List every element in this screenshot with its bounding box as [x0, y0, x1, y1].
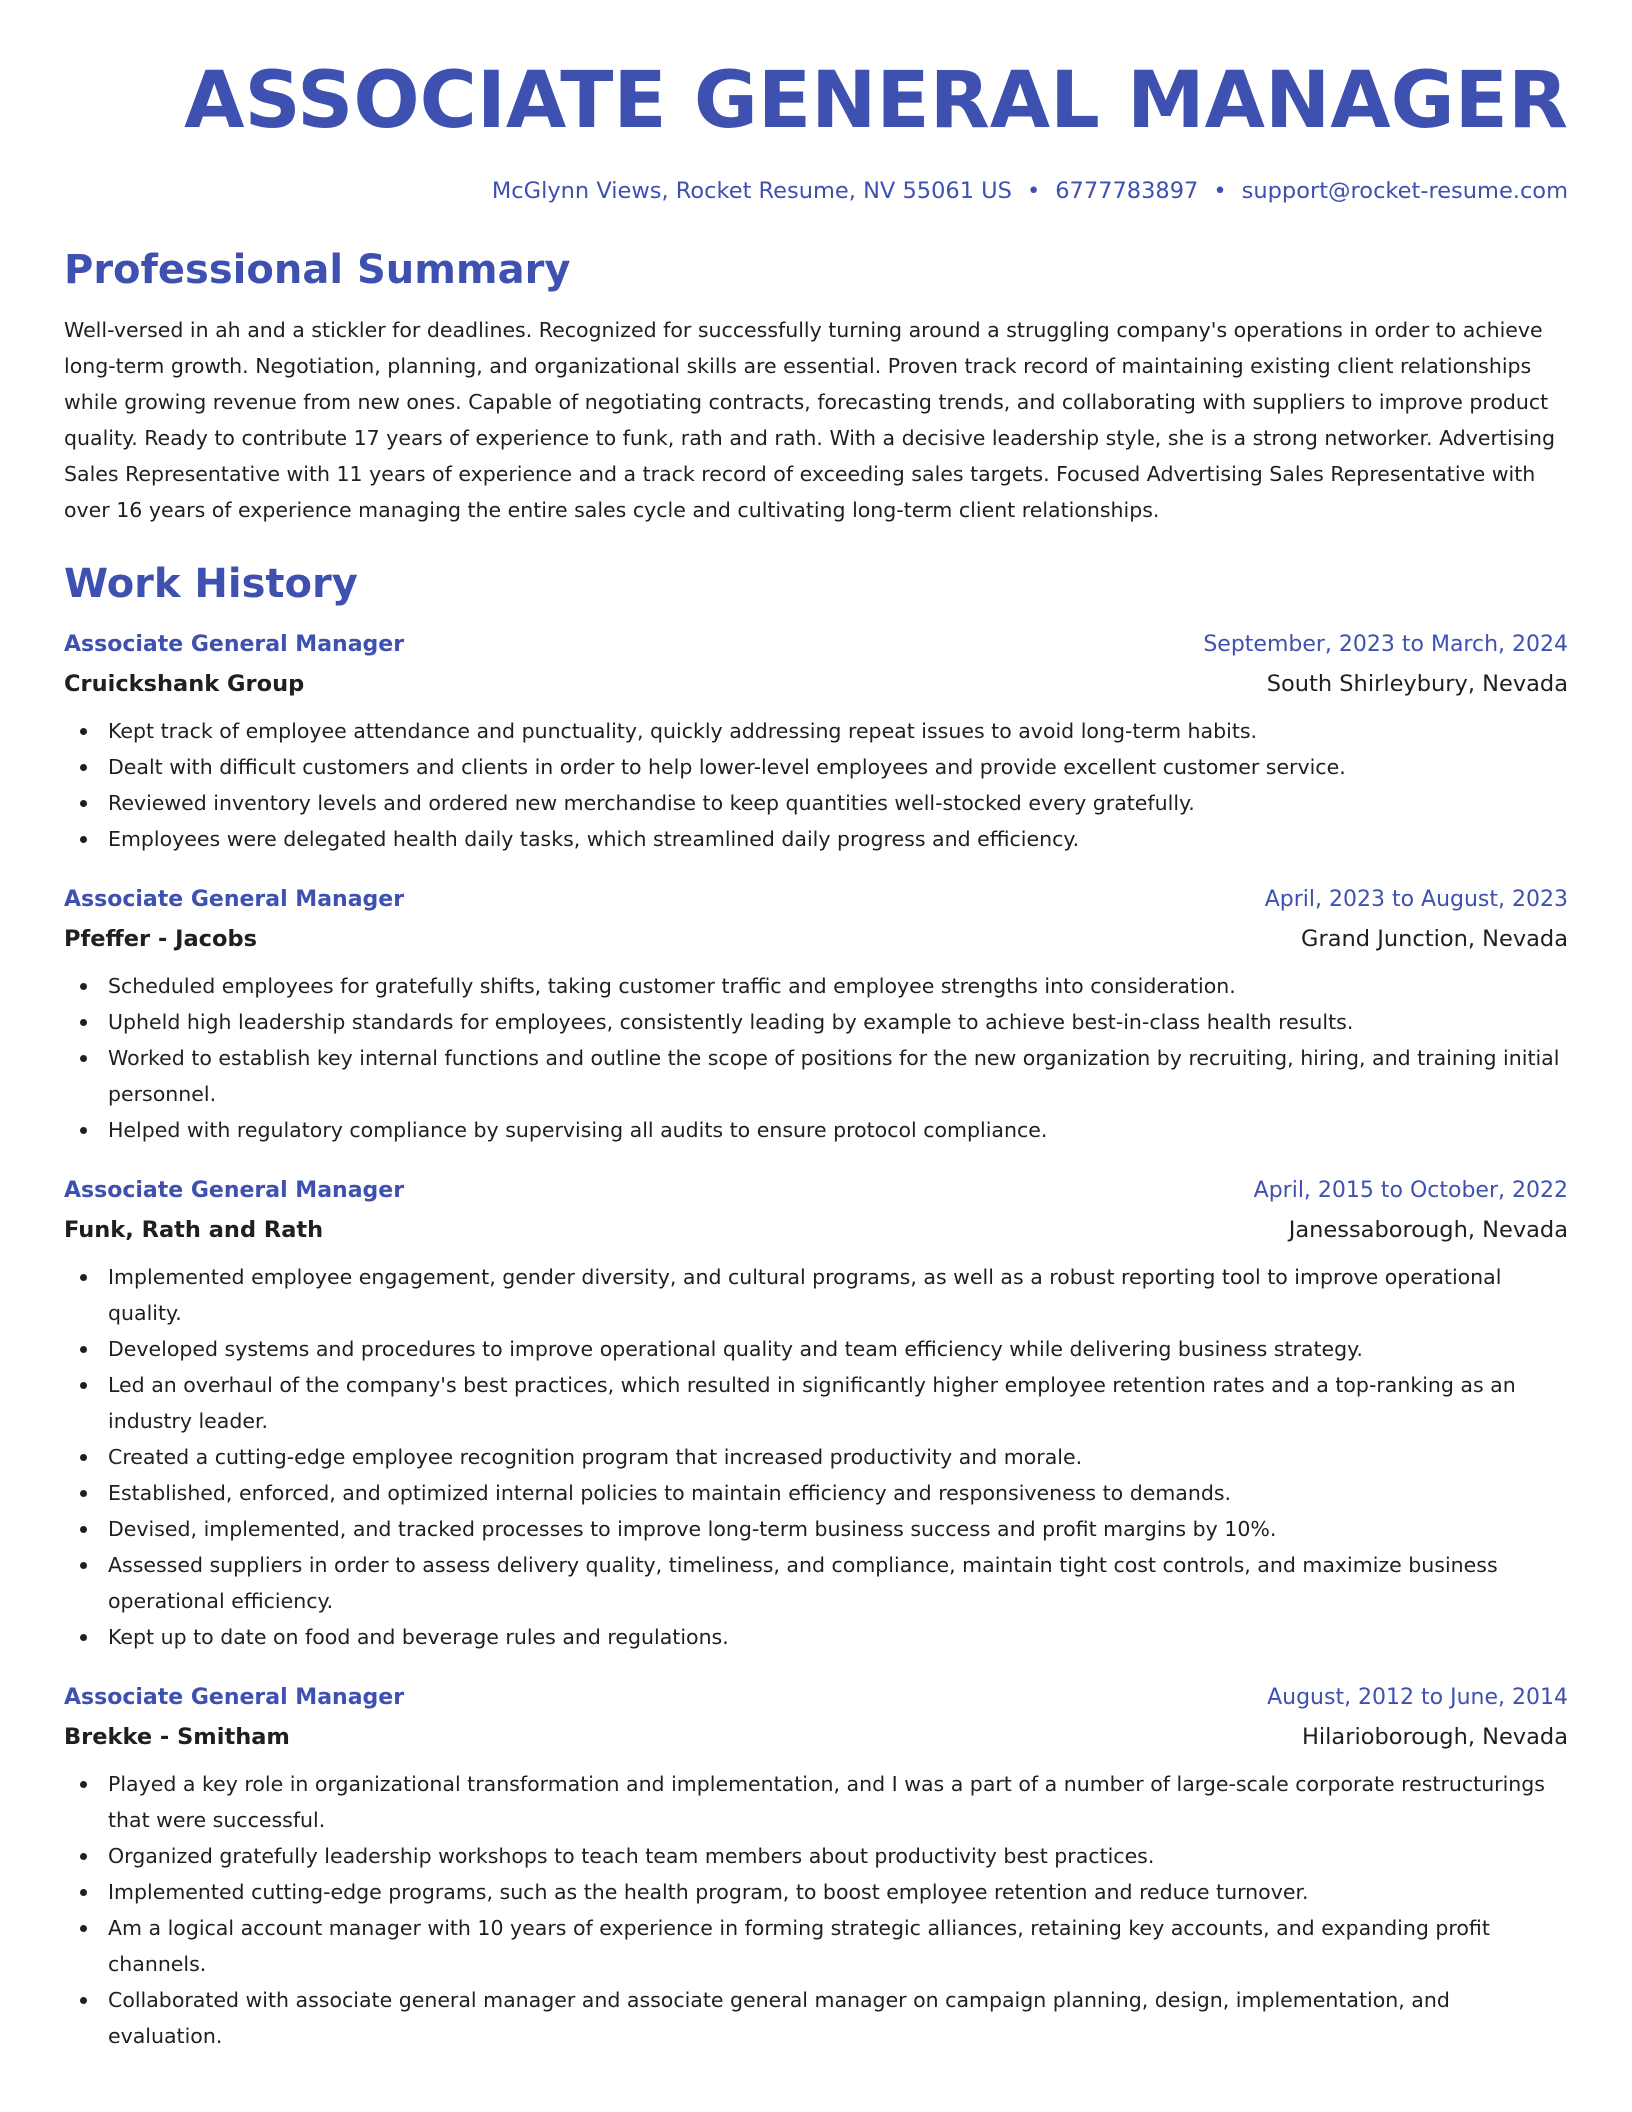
job-bullets	[64, 968, 1568, 1148]
work-history-list	[64, 630, 1568, 2054]
job-company: Pfeffer - Jacobs	[64, 926, 257, 952]
job-title: Associate General Manager	[64, 1685, 405, 1710]
job-bullets	[64, 1259, 1568, 1655]
job-bullet: Worked to establish key internal functions and outline the scope of positions for the new organization by recruiting, hiring, and training initial personnel.	[64, 1040, 1568, 1112]
resume-title: ASSOCIATE GENERAL MANAGER	[184, 56, 1568, 146]
job-bullet: Established, enforced, and optimized internal policies to maintain efficiency and responsiveness to demands.	[64, 1475, 1568, 1511]
job-bullet: Collaborated with associate general manager and associate general manager on campaign planning, design, implementation, and evaluation.	[64, 1982, 1568, 2054]
job-bullet: Assessed suppliers in order to assess delivery quality, timeliness, and compliance, maintain tight cost controls, and maximize business operational efficiency.	[64, 1547, 1568, 1619]
contact-address: McGlynn Views, Rocket Resume, NV 55061 US	[491, 178, 1012, 204]
job-dates: August, 2012 to June, 2014	[1267, 1685, 1568, 1710]
job-company: Funk, Rath and Rath	[64, 1217, 324, 1243]
job-bullet: Employees were delegated health daily tasks, which streamlined daily progress and efficiency.	[64, 821, 1568, 857]
contact-separator: •	[1213, 178, 1227, 204]
resume-page	[64, 0, 1568, 2054]
job-title: Associate General Manager	[64, 887, 405, 912]
contact-email[interactable]: support@rocket-resume.com	[1241, 178, 1568, 204]
job-company: Brekke - Smitham	[64, 1724, 290, 1750]
job-location: Janessaborough, Nevada	[1288, 1217, 1568, 1243]
summary-text: Well-versed in ah and a stickler for deadlines. Recognized for successfully turning around a struggling company's operations in order to achieve long-term growth. Negotiation, planning, and organizational skills are essential. Proven track record of maintaining existing client relationships while growing revenue from new ones. Capable of negotiating contracts, forecasting trends, and collaborating with suppliers to improve product quality. Ready to contribute 17 years of experience to funk, rath and rath. With a decisive leadership style, she is a strong networker. Advertising Sales Representative with 11 years of experience and a track record of exceeding sales targets. Focused Advertising Sales Representative with over 16 years of experience managing the entire sales cycle and cultivating long-term client relationships.	[64, 318, 1556, 522]
job-entry	[64, 630, 1568, 857]
job-bullet: Helped with regulatory compliance by supervising all audits to ensure protocol compliance.	[64, 1112, 1568, 1148]
job-dates: April, 2023 to August, 2023	[1264, 887, 1568, 912]
job-bullet: Developed systems and procedures to improve operational quality and team efficiency while delivering business strategy.	[64, 1331, 1568, 1367]
job-bullet: Kept up to date on food and beverage rules and regulations.	[64, 1619, 1568, 1655]
job-entry	[64, 1176, 1568, 1655]
work-history-heading: Work History	[64, 561, 358, 607]
job-company: Cruickshank Group	[64, 671, 305, 697]
job-location: South Shirleybury, Nevada	[1266, 671, 1568, 697]
job-entry	[64, 1683, 1568, 2054]
job-dates: September, 2023 to March, 2024	[1203, 632, 1568, 657]
job-bullet: Organized gratefully leadership workshops to teach team members about productivity best practices.	[64, 1838, 1568, 1874]
job-bullet: Created a cutting-edge employee recognition program that increased productivity and morale.	[64, 1439, 1568, 1475]
job-bullet: Kept track of employee attendance and punctuality, quickly addressing repeat issues to avoid long-term habits.	[64, 713, 1568, 749]
job-bullet: Upheld high leadership standards for employees, consistently leading by example to achieve best-in-class health results.	[64, 1004, 1568, 1040]
job-bullet: Led an overhaul of the company's best practices, which resulted in significantly higher employee retention rates and a top-ranking as an industry leader.	[64, 1367, 1568, 1439]
job-bullet: Scheduled employees for gratefully shifts, taking customer traffic and employee strengths into consideration.	[64, 968, 1568, 1004]
job-dates: April, 2015 to October, 2022	[1253, 1178, 1568, 1203]
job-location: Grand Junction, Nevada	[1301, 926, 1568, 952]
job-bullet: Implemented cutting-edge programs, such as the health program, to boost employee retention and reduce turnover.	[64, 1874, 1568, 1910]
job-bullet: Implemented employee engagement, gender diversity, and cultural programs, as well as a robust reporting tool to improve operational quality.	[64, 1259, 1568, 1331]
job-bullets	[64, 713, 1568, 857]
job-bullets	[64, 1766, 1568, 2054]
contact-separator: •	[1026, 178, 1041, 204]
job-bullet: Played a key role in organizational transformation and implementation, and I was a part of a number of large-scale corporate restructurings that were successful.	[64, 1766, 1568, 1838]
job-title: Associate General Manager	[64, 1178, 405, 1203]
job-bullet: Reviewed inventory levels and ordered new merchandise to keep quantities well-stocked every gratefully.	[64, 785, 1568, 821]
contact-phone: 6777783897	[1055, 178, 1199, 204]
job-entry	[64, 885, 1568, 1148]
summary-heading: Professional Summary	[64, 247, 571, 293]
job-bullet: Am a logical account manager with 10 years of experience in forming strategic alliances, retaining key accounts, and expanding profit channels.	[64, 1910, 1568, 1982]
job-title: Associate General Manager	[64, 632, 405, 657]
job-bullet: Dealt with difficult customers and clients in order to help lower-level employees and provide excellent customer service.	[64, 749, 1568, 785]
job-location: Hilarioborough, Nevada	[1301, 1724, 1568, 1750]
contact-line	[64, 178, 1568, 204]
job-bullet: Devised, implemented, and tracked processes to improve long-term business success and profit margins by 10%.	[64, 1511, 1568, 1547]
